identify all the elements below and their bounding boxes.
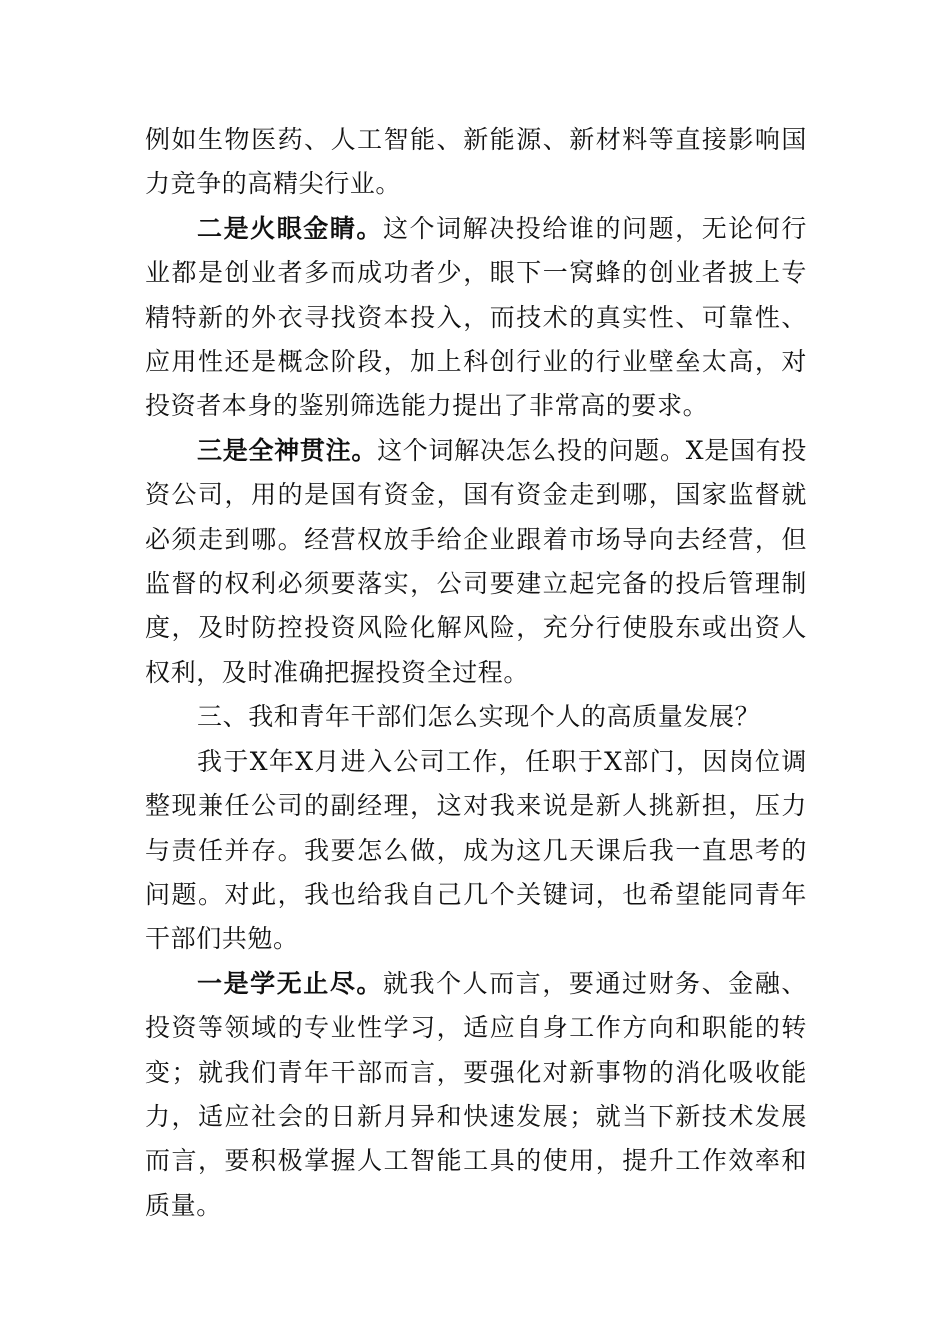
paragraph-text: 这个词解决怎么投的问题。X是国有投资公司，用的是国有资金，国有资金走到哪，国家监督就必须走到哪。经营权放手给企业跟着市场导向去经营，但监督的权利必须要落实，公司要建立起完备的投后管理制度，及时防控投资风险化解风险，充分行使股东或出资人权利，及时准确把握投资全过程。: [145, 435, 808, 687]
paragraph-continuation: [145, 118, 807, 207]
section-heading: [145, 695, 807, 739]
paragraph-text: 就我个人而言，要通过财务、金融、投资等领域的专业性学习，适应自身工作方向和职能的转变；就我们青年干部而言，要强化对新事物的消化吸收能力，适应社会的日新月异和快速发展；就当下新技术发展而言，要积极掌握人工智能工具的使用，提升工作效率和质量。: [145, 968, 808, 1220]
section-heading-text: 三、我和青年干部们怎么实现个人的高质量发展？: [197, 702, 761, 732]
paragraph-lead: 一是学无止尽。: [197, 968, 383, 998]
document-body: [145, 118, 807, 1228]
paragraph-point-one: [145, 962, 807, 1228]
paragraph-text: 例如生物医药、人工智能、新能源、新材料等直接影响国力竞争的高精尖行业。: [145, 125, 807, 199]
paragraph-text: 我于X年X月进入公司工作，任职于X部门，因岗位调整现兼任公司的副经理，这对我来说是新人挑新担，压力与责任并存。我要怎么做，成为这几天课后我一直思考的问题。对此，我也给我自己几个关键词，也希望能同青年干部们共勉。: [145, 746, 807, 954]
paragraph-introduction: [145, 740, 807, 962]
paragraph-lead: 三是全神贯注。: [197, 435, 378, 465]
paragraph-lead: 二是火眼金睛。: [197, 213, 383, 243]
paragraph-point-three: [145, 429, 807, 695]
paragraph-text: 这个词解决投给谁的问题，无论何行业都是创业者多而成功者少，眼下一窝蜂的创业者披上专精特新的外衣寻找资本投入，而技术的真实性、可靠性、应用性还是概念阶段，加上科创行业的行业壁垒太高，对投资者本身的鉴别筛选能力提出了非常高的要求。: [145, 213, 808, 421]
paragraph-point-two: [145, 207, 807, 429]
